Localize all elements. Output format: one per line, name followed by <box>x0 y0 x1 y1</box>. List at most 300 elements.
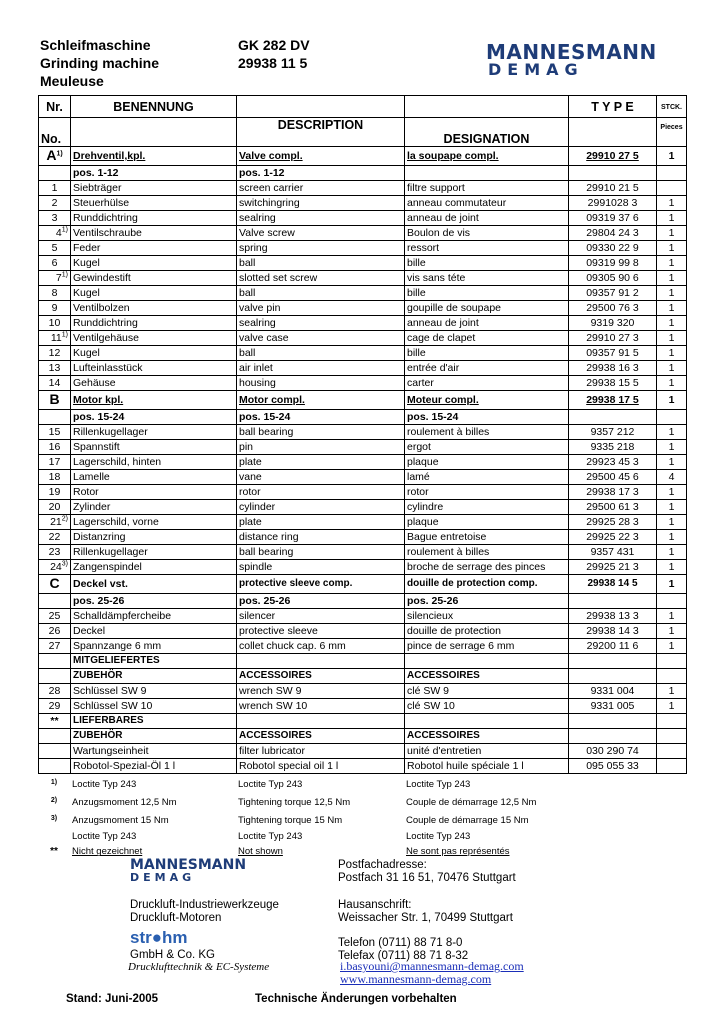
optional-header-1 <box>39 714 687 729</box>
item-fr: plaque <box>405 455 569 470</box>
item-de: Schalldämpfercheibe <box>71 609 237 624</box>
item-en: rotor <box>237 485 405 500</box>
footnote-de: Loctite Typ 243 <box>72 778 137 790</box>
footer-logo-top: MANNESMANN <box>130 857 247 873</box>
footnote-en: Loctite Typ 243 <box>238 778 303 790</box>
item-en: cylinder <box>237 500 405 515</box>
item-en: valve case <box>237 331 405 346</box>
section-letter: C <box>49 575 60 591</box>
footnote-de: Loctite Typ 243 <box>72 831 137 843</box>
postal-address: Postfachadresse: Postfach 31 16 51, 70476 Stuttgart <box>338 859 516 884</box>
optional-marker: ** <box>39 714 71 729</box>
item-de: Deckel <box>71 624 237 639</box>
item-de: Kugel <box>71 256 237 271</box>
table-row <box>39 639 687 654</box>
table-row <box>39 286 687 301</box>
item-de: Kugel <box>71 346 237 361</box>
section-a-rows <box>39 181 687 391</box>
item-type: 9357 431 <box>569 545 657 560</box>
section-b-pos-row <box>39 410 687 425</box>
item-en: vane <box>237 470 405 485</box>
item-en: air inlet <box>237 361 405 376</box>
footnote-en: Loctite Typ 243 <box>238 831 303 843</box>
item-type: 09357 91 5 <box>569 346 657 361</box>
section-en: Valve compl. <box>239 150 303 162</box>
item-fr: vis sans téte <box>405 271 569 286</box>
item-de: Lagerschild, hinten <box>71 455 237 470</box>
item-de: Zangenspindel <box>71 560 237 575</box>
title-de: Schleifmaschine <box>40 37 151 53</box>
footnote-mark: ** <box>50 846 58 858</box>
item-qty: 1 <box>657 286 687 301</box>
item-qty: 1 <box>657 331 687 346</box>
item-en: sealring <box>237 316 405 331</box>
item-en: Valve screw <box>237 226 405 241</box>
item-fr: anneau de joint <box>405 211 569 226</box>
item-type: 030 290 74 <box>569 744 657 759</box>
section-letter: A <box>46 147 57 163</box>
pos-range-de: pos. 15-24 <box>71 410 237 425</box>
table-row <box>39 515 687 530</box>
item-en: wrench SW 10 <box>237 699 405 714</box>
item-de: Wartungseinheit <box>71 744 237 759</box>
item-type: 29938 16 3 <box>569 361 657 376</box>
item-nr: 23 <box>39 545 71 560</box>
logo-bottom-text: DEMAG <box>488 60 584 79</box>
item-type: 9319 320 <box>569 316 657 331</box>
item-nr <box>39 744 71 759</box>
item-fr: plaque <box>405 515 569 530</box>
section-type: 29910 27 5 <box>586 150 639 162</box>
item-qty: 1 <box>657 515 687 530</box>
item-en: slotted set screw <box>237 271 405 286</box>
item-en: ball <box>237 346 405 361</box>
table-row <box>39 699 687 714</box>
item-de: Runddichtring <box>71 211 237 226</box>
section-a-row: $A^{1)}$ Drehventil,kpl. Valve compl. la soupape compl. 29910 27 5 1 <box>39 147 687 166</box>
item-fr: anneau de joint <box>405 316 569 331</box>
item-nr: 7$^{1)}$ <box>39 271 71 286</box>
item-de: Schlüssel SW 9 <box>71 684 237 699</box>
accessories-en: ACCESSOIRES <box>237 669 405 684</box>
item-en: Robotol special oil 1 l <box>237 759 405 774</box>
section-de: Deckel vst. <box>71 575 237 594</box>
section-c-rows <box>39 609 687 654</box>
table-row <box>39 624 687 639</box>
section-b-rows <box>39 425 687 575</box>
accessories-header-2 <box>39 669 687 684</box>
item-en: screen carrier <box>237 181 405 196</box>
optional-fr: ACCESSOIRES <box>405 729 569 744</box>
table-row <box>39 684 687 699</box>
section-qty: 1 <box>657 147 687 166</box>
item-en: pin <box>237 440 405 455</box>
col-stck: STCK. <box>661 104 682 111</box>
item-de: Gewindestift <box>71 271 237 286</box>
item-fr: bille <box>405 346 569 361</box>
pos-range-en: pos. 1-12 <box>237 166 405 181</box>
item-type: 29500 45 6 <box>569 470 657 485</box>
machine-names <box>40 36 159 90</box>
footnote-mark <box>38 829 70 844</box>
item-nr: 16 <box>39 440 71 455</box>
item-fr: pince de serrage 6 mm <box>405 639 569 654</box>
footnote-fr: Loctite Typ 243 <box>406 778 471 790</box>
contact-links <box>340 960 524 986</box>
item-type: 29938 15 5 <box>569 376 657 391</box>
item-type: 09357 91 2 <box>569 286 657 301</box>
item-de: Rotor <box>71 485 237 500</box>
item-de: Ventilgehäuse <box>71 331 237 346</box>
table-row <box>39 256 687 271</box>
section-type: 29938 14 5 <box>569 575 657 594</box>
item-nr: 25 <box>39 609 71 624</box>
item-qty <box>657 759 687 774</box>
footnote-en: Tightening torque 15 Nm <box>238 814 343 826</box>
item-nr: 24$^{3)}$ <box>39 560 71 575</box>
pos-range-en: pos. 15-24 <box>237 410 405 425</box>
mannesmann-demag-logo <box>486 42 657 78</box>
item-fr: carter <box>405 376 569 391</box>
accessories-de-2: ZUBEHÖR <box>71 669 237 684</box>
house-address: Hausanschrift: Weissacher Str. 1, 70499 Stuttgart <box>338 899 513 924</box>
item-type: 2991028 3 <box>569 196 657 211</box>
col-pieces: Pieces <box>660 124 683 131</box>
company-tagline: Drucklufttechnik & EC-Systeme <box>128 961 270 973</box>
table-row <box>39 545 687 560</box>
item-fr: filtre support <box>405 181 569 196</box>
item-en: wrench SW 9 <box>237 684 405 699</box>
item-type: 09319 99 8 <box>569 256 657 271</box>
model-number: 29938 11 5 <box>238 55 308 71</box>
table-row <box>39 500 687 515</box>
footnote-ref: 1) <box>61 226 68 234</box>
item-nr: 3 <box>39 211 71 226</box>
item-type: 29925 28 3 <box>569 515 657 530</box>
item-qty: 1 <box>657 376 687 391</box>
item-fr: clé SW 10 <box>405 699 569 714</box>
product-lines: Druckluft-Industriewerkzeuge Druckluft-Motoren <box>130 899 279 924</box>
item-de: Gehäuse <box>71 376 237 391</box>
item-nr: 18 <box>39 470 71 485</box>
table-row <box>39 455 687 470</box>
item-type: 29938 17 3 <box>569 485 657 500</box>
table-row <box>39 331 687 346</box>
col-benennung: BENENNUNG <box>71 96 237 118</box>
table-row <box>39 361 687 376</box>
item-type: 29500 76 3 <box>569 301 657 316</box>
item-de: Schlüssel SW 10 <box>71 699 237 714</box>
item-de: Kugel <box>71 286 237 301</box>
item-de: Feder <box>71 241 237 256</box>
footnote-ref: 3) <box>61 560 68 568</box>
footnote-row <box>38 829 686 844</box>
footnote-mark: 3) <box>50 815 58 823</box>
table-row <box>39 744 687 759</box>
item-qty: 1 <box>657 226 687 241</box>
table-row <box>39 440 687 455</box>
item-qty: 1 <box>657 196 687 211</box>
model-name: GK 282 DV <box>238 37 310 53</box>
item-nr: 8 <box>39 286 71 301</box>
footnote-de: Anzugsmoment 15 Nm <box>72 814 169 826</box>
item-qty: 1 <box>657 624 687 639</box>
footnote-fr: Ne sont pas représentés <box>406 846 510 858</box>
item-type: 095 055 33 <box>569 759 657 774</box>
item-fr: anneau commutateur <box>405 196 569 211</box>
footnote-row <box>38 775 686 793</box>
item-de: Zylinder <box>71 500 237 515</box>
item-type: 09319 37 6 <box>569 211 657 226</box>
item-qty: 1 <box>657 639 687 654</box>
table-row <box>39 530 687 545</box>
col-description: DESCRIPTION <box>237 118 405 147</box>
item-type: 9331 004 <box>569 684 657 699</box>
footnote-fr: Couple de démarrage 12,5 Nm <box>406 796 537 808</box>
item-qty: 1 <box>657 301 687 316</box>
section-b-row <box>39 391 687 410</box>
item-nr: 11$^{1)}$ <box>39 331 71 346</box>
col-nr: Nr. <box>39 96 71 118</box>
item-nr: 2 <box>39 196 71 211</box>
contact-phone: Telefon (0711) 88 71 8-0 Telefax (0711) 88 71 8-32 <box>338 937 469 962</box>
item-qty: 1 <box>657 316 687 331</box>
strohm-logo: str●hm <box>130 928 188 947</box>
item-fr: Boulon de vis <box>405 226 569 241</box>
section-de: Motor kpl. <box>73 394 124 406</box>
accessories-fr: ACCESSOIRES <box>405 669 569 684</box>
item-de: Steuerhülse <box>71 196 237 211</box>
item-fr: silencieux <box>405 609 569 624</box>
item-de: Spannzange 6 mm <box>71 639 237 654</box>
item-nr: 6 <box>39 256 71 271</box>
header-row-2 <box>39 118 687 147</box>
section-fr: douille de protection comp. <box>405 575 569 594</box>
item-en: ball bearing <box>237 545 405 560</box>
item-nr: 21$^{2)}$ <box>39 515 71 530</box>
item-en: valve pin <box>237 301 405 316</box>
col-no: No. <box>39 118 71 147</box>
item-qty <box>657 181 687 196</box>
item-de: Robotol-Spezial-Öl 1 l <box>71 759 237 774</box>
item-fr: unité d'entretien <box>405 744 569 759</box>
item-nr: 4$^{1)}$ <box>39 226 71 241</box>
item-nr: 9 <box>39 301 71 316</box>
item-type: 29938 14 3 <box>569 624 657 639</box>
item-de: Ventilschraube <box>71 226 237 241</box>
item-nr: 20 <box>39 500 71 515</box>
footnote-en: Not shown <box>238 846 283 858</box>
table-row <box>39 560 687 575</box>
col-designation: DESIGNATION <box>405 118 569 147</box>
item-de: Lamelle <box>71 470 237 485</box>
optional-de-2: ZUBEHÖR <box>71 729 237 744</box>
item-qty: 1 <box>657 256 687 271</box>
item-nr: 5 <box>39 241 71 256</box>
item-qty: 1 <box>657 684 687 699</box>
table-row <box>39 226 687 241</box>
table-row <box>39 759 687 774</box>
section-c-row <box>39 575 687 594</box>
item-en: housing <box>237 376 405 391</box>
optional-header-2 <box>39 729 687 744</box>
table-row <box>39 609 687 624</box>
section-en: protective sleeve comp. <box>237 575 405 594</box>
item-fr: goupille de soupape <box>405 301 569 316</box>
item-type: 9331 005 <box>569 699 657 714</box>
item-qty: 1 <box>657 699 687 714</box>
item-fr: bille <box>405 286 569 301</box>
item-de: Lufteinlasstück <box>71 361 237 376</box>
item-nr: 14 <box>39 376 71 391</box>
section-fr: la soupape compl. <box>407 150 499 162</box>
item-type: 29200 11 6 <box>569 639 657 654</box>
footer-logo-bottom: DEMAG <box>130 871 196 884</box>
item-qty: 1 <box>657 485 687 500</box>
accessories-header-1 <box>39 654 687 669</box>
changes-notice: Technische Änderungen vorbehalten <box>255 993 457 1005</box>
item-nr: 1 <box>39 181 71 196</box>
item-qty: 1 <box>657 241 687 256</box>
title-en: Grinding machine <box>40 55 160 71</box>
table-row <box>39 376 687 391</box>
item-type: 9335 218 <box>569 440 657 455</box>
item-type: 29925 21 3 <box>569 560 657 575</box>
footnote-ref: 1) <box>61 271 68 279</box>
table-row <box>39 485 687 500</box>
table-row <box>39 196 687 211</box>
table-row <box>39 211 687 226</box>
company-name: GmbH & Co. KG <box>130 949 215 961</box>
item-de: Spannstift <box>71 440 237 455</box>
accessories-rows <box>39 684 687 714</box>
table-row <box>39 271 687 286</box>
item-nr: 13 <box>39 361 71 376</box>
item-de: Runddichtring <box>71 316 237 331</box>
section-qty: 1 <box>657 575 687 594</box>
machine-model <box>238 36 310 72</box>
section-letter: B <box>49 391 60 407</box>
item-qty: 1 <box>657 361 687 376</box>
item-qty <box>657 744 687 759</box>
logo-top-text: MANNESMANN <box>486 40 657 64</box>
item-fr: broche de serrage des pinces <box>405 560 569 575</box>
section-a-pos-row <box>39 166 687 181</box>
item-nr: 17 <box>39 455 71 470</box>
footnote-mark: 2) <box>50 797 58 805</box>
item-qty: 1 <box>657 211 687 226</box>
table-row <box>39 316 687 331</box>
table-row <box>39 425 687 440</box>
accessories-de-1: MITGELIEFERTES <box>71 654 237 669</box>
item-de: Distanzring <box>71 530 237 545</box>
email-link[interactable]: i.basyouni@mannesmann-demag.com <box>340 959 524 973</box>
item-de: Lagerschild, vorne <box>71 515 237 530</box>
footnote-de: Anzugsmoment 12,5 Nm <box>72 796 177 808</box>
item-type: 29910 21 5 <box>569 181 657 196</box>
web-link[interactable]: www.mannesmann-demag.com <box>340 972 492 986</box>
item-en: silencer <box>237 609 405 624</box>
footnote-fr: Loctite Typ 243 <box>406 831 471 843</box>
item-en: spring <box>237 241 405 256</box>
item-fr: lamé <box>405 470 569 485</box>
item-en: ball bearing <box>237 425 405 440</box>
item-qty: 1 <box>657 500 687 515</box>
item-qty: 1 <box>657 425 687 440</box>
table-row <box>39 346 687 361</box>
item-fr: Robotol huile spéciale 1 l <box>405 759 569 774</box>
item-en: filter lubricator <box>237 744 405 759</box>
item-nr: 12 <box>39 346 71 361</box>
item-qty: 1 <box>657 530 687 545</box>
item-fr: roulement à billes <box>405 425 569 440</box>
item-de: Rillenkugellager <box>71 425 237 440</box>
item-qty: 1 <box>657 609 687 624</box>
footnote-ref: 2) <box>61 515 68 523</box>
item-en: protective sleeve <box>237 624 405 639</box>
item-en: ball <box>237 286 405 301</box>
item-en: ball <box>237 256 405 271</box>
footer-mannesmann-demag-logo <box>130 858 246 884</box>
footnote-ref: 1) <box>61 331 68 339</box>
item-type: 29925 22 3 <box>569 530 657 545</box>
item-de: Rillenkugellager <box>71 545 237 560</box>
parts-table <box>38 95 687 774</box>
item-nr: 29 <box>39 699 71 714</box>
item-fr: bille <box>405 256 569 271</box>
item-type: 09330 22 9 <box>569 241 657 256</box>
item-de: Ventilbolzen <box>71 301 237 316</box>
item-type: 29804 24 3 <box>569 226 657 241</box>
footnote-row <box>38 793 686 811</box>
item-fr: roulement à billes <box>405 545 569 560</box>
item-type: 29938 13 3 <box>569 609 657 624</box>
header-row-1 <box>39 96 687 118</box>
item-en: plate <box>237 455 405 470</box>
table-row <box>39 181 687 196</box>
item-fr: clé SW 9 <box>405 684 569 699</box>
item-qty: 1 <box>657 271 687 286</box>
item-fr: ergot <box>405 440 569 455</box>
pos-range-fr: pos. 15-24 <box>405 410 569 425</box>
pos-range-de: pos. 25-26 <box>71 594 237 609</box>
item-de: Siebträger <box>71 181 237 196</box>
section-en: Motor compl. <box>239 394 305 406</box>
pos-range-de: pos. 1-12 <box>71 166 237 181</box>
item-en: switchingring <box>237 196 405 211</box>
item-en: collet chuck cap. 6 mm <box>237 639 405 654</box>
item-type: 9357 212 <box>569 425 657 440</box>
item-fr: cage de clapet <box>405 331 569 346</box>
item-nr: 15 <box>39 425 71 440</box>
item-nr <box>39 759 71 774</box>
item-qty: 1 <box>657 545 687 560</box>
item-nr: 28 <box>39 684 71 699</box>
item-en: sealring <box>237 211 405 226</box>
table-row <box>39 301 687 316</box>
item-qty: 1 <box>657 560 687 575</box>
optional-de-1: LIEFERBARES <box>71 714 237 729</box>
item-qty: 4 <box>657 470 687 485</box>
optional-rows <box>39 744 687 774</box>
col-type: T Y P E <box>569 96 657 118</box>
item-type: 09305 90 6 <box>569 271 657 286</box>
item-type: 29923 45 3 <box>569 455 657 470</box>
item-qty: 1 <box>657 440 687 455</box>
pos-range-en: pos. 25-26 <box>237 594 405 609</box>
item-nr: 22 <box>39 530 71 545</box>
item-type: 29910 27 3 <box>569 331 657 346</box>
